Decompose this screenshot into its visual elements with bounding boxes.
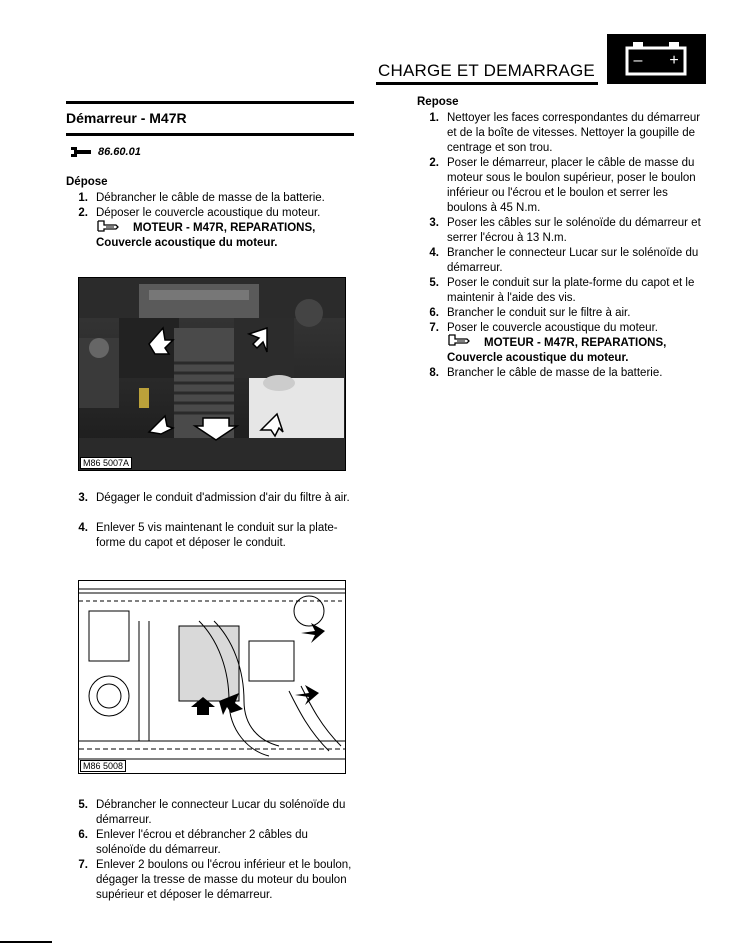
svg-text:–: –: [633, 52, 643, 69]
battery-icon: [607, 34, 706, 84]
list-item: 2. Déposer le couvercle acoustique du moteur.: [78, 207, 321, 219]
header-rule: [376, 82, 598, 85]
list-item: 8. Brancher le câble de masse de la batterie.: [429, 367, 663, 379]
title-rule-top: [66, 101, 354, 104]
list-item: 5. Poser le conduit sur la plate-forme du capot et le maintenir à l'aide des vis.: [429, 277, 695, 304]
list-item: 6. Enlever l'écrou et débrancher 2 câbles du solénoïde du démarreur.: [78, 829, 308, 856]
repose-heading: Repose: [417, 96, 459, 108]
list-item: 1. Débrancher le câble de masse de la batterie.: [78, 192, 325, 204]
figure-label: M86 5007A: [80, 457, 132, 469]
starter-line-drawing: [78, 580, 346, 774]
list-item: 4. Brancher le connecteur Lucar sur le solénoïde du démarreur.: [429, 247, 699, 274]
reference-link[interactable]: MOTEUR - M47R, REPARATIONS,: [133, 222, 316, 234]
list-item: 2. Poser le démarreur, placer le câble de masse du moteur sous le boulon supérieur, poser le boulon inférieur ou l'écrou et le boulon et serrer les boulons à 45 N.m.: [429, 157, 696, 214]
figure-label: M86 5008: [80, 760, 126, 772]
list-item: 7. Poser le couvercle acoustique du moteur.: [429, 322, 658, 334]
list-item: 4. Enlever 5 vis maintenant le conduit sur la plate-forme du capot et déposer le conduit.: [78, 522, 338, 549]
section-header-title: CHARGE ET DEMARRAGE: [378, 61, 595, 80]
list-item: 1. Nettoyer les faces correspondantes du démarreur et de la boîte de vitesses. Nettoyer la goupille de centrage et son trou.: [429, 112, 701, 154]
list-item: 5. Débrancher le connecteur Lucar du solénoïde du démarreur.: [78, 799, 346, 826]
footer-rule: [0, 941, 52, 943]
reference-link[interactable]: MOTEUR - M47R, REPARATIONS,: [484, 337, 667, 349]
depose-heading: Dépose: [66, 176, 108, 188]
wrench-icon: [70, 145, 92, 163]
list-item: 6. Brancher le conduit sur le filtre à air.: [429, 307, 631, 319]
operation-code: 86.60.01: [98, 146, 141, 158]
list-item: 3. Dégager le conduit d'admission d'air du filtre à air.: [78, 492, 350, 504]
svg-text:+: +: [669, 52, 679, 69]
title-rule-bottom: [66, 133, 354, 136]
list-item: 3. Poser les câbles sur le solénoïde du démarreur et serrer l'écrou à 13 N.m.: [429, 217, 701, 244]
list-item: 7. Enlever 2 boulons ou l'écrou inférieur et le boulon, dégager la tresse de masse du moteur du boulon supérieur et déposer le démarreur.: [78, 859, 352, 901]
reference-link-detail[interactable]: Couvercle acoustique du moteur.: [447, 352, 629, 364]
reference-icon: [447, 333, 473, 352]
engine-photo: [78, 277, 346, 471]
reference-link-detail[interactable]: Couvercle acoustique du moteur.: [96, 237, 278, 249]
procedure-title: Démarreur - M47R: [66, 110, 187, 126]
